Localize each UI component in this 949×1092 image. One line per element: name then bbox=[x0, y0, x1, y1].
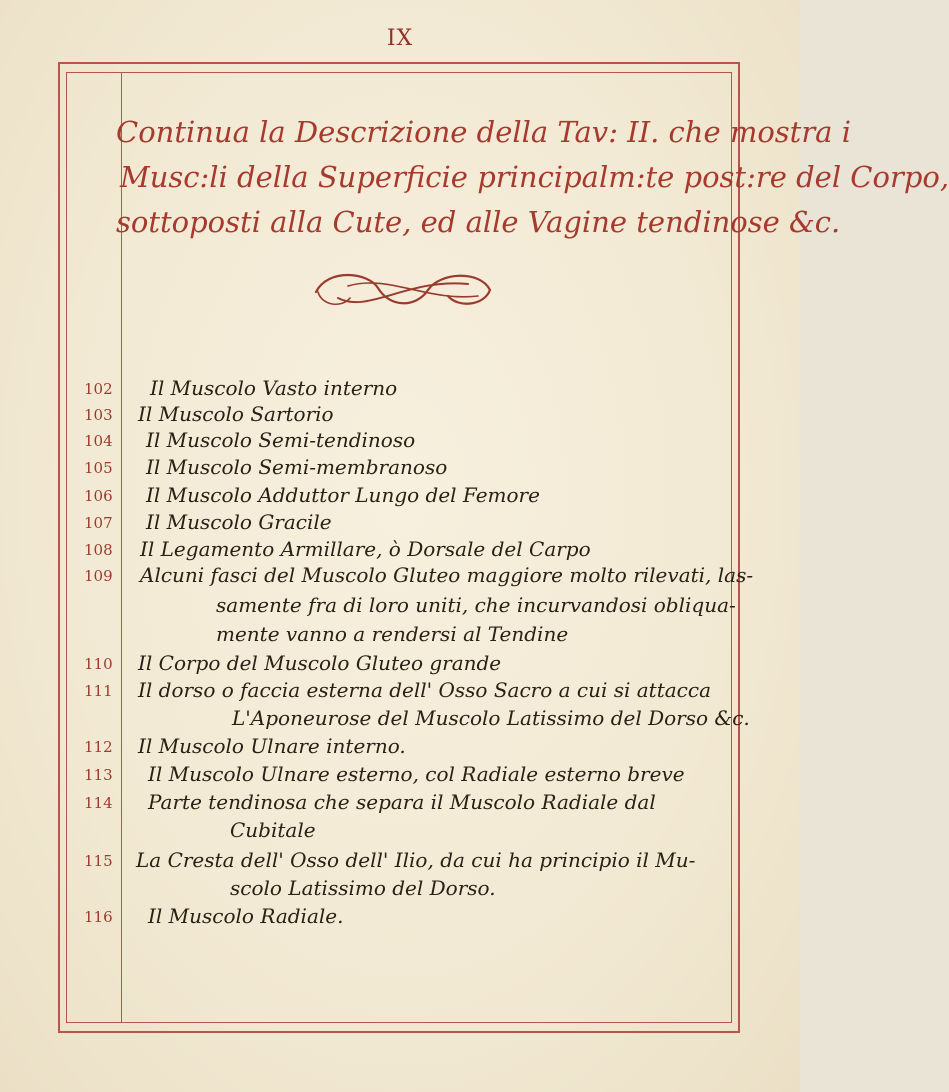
entry-text-line: Il Muscolo Semi-tendinoso bbox=[146, 428, 416, 452]
entry-text-line: Il Muscolo Vasto interno bbox=[150, 376, 398, 400]
entry-text-line: Il Muscolo Ulnare interno. bbox=[138, 734, 406, 758]
entry-number: 107 bbox=[84, 514, 113, 532]
entry-number: 113 bbox=[84, 766, 113, 784]
entry-text-line: Il Muscolo Semi-membranoso bbox=[146, 455, 448, 479]
entry-number: 114 bbox=[84, 794, 113, 812]
entry-text-line: Il Muscolo Sartorio bbox=[138, 402, 334, 426]
entry-text-line: Il Muscolo Radiale. bbox=[148, 904, 344, 928]
entry-text-line: samente fra di loro uniti, che incurvandosi obliqua- bbox=[216, 593, 736, 617]
entry-text-line: La Cresta dell' Osso dell' Ilio, da cui ha principio il Mu- bbox=[136, 848, 696, 872]
entry-number: 106 bbox=[84, 487, 113, 505]
entry-text-line: scolo Latissimo del Dorso. bbox=[230, 876, 496, 900]
entry-number: 102 bbox=[84, 380, 113, 398]
entry-text-line: L'Aponeurose del Muscolo Latissimo del Dorso &c. bbox=[232, 706, 750, 730]
entry-number: 111 bbox=[84, 682, 113, 700]
title-line: sottoposti alla Cute, ed alle Vagine tendinose &c. bbox=[116, 205, 841, 239]
entry-number: 110 bbox=[84, 655, 113, 673]
entry-text-line: Il dorso o faccia esterna dell' Osso Sacro a cui si attacca bbox=[138, 678, 711, 702]
entry-number: 109 bbox=[84, 567, 113, 585]
entry-text-line: Il Corpo del Muscolo Gluteo grande bbox=[138, 651, 502, 675]
page-number: IX bbox=[386, 26, 414, 51]
entry-number: 115 bbox=[84, 852, 113, 870]
entry-text-line: Cubitale bbox=[230, 818, 316, 842]
title-line: Musc:li della Superficie principalm:te post:re del Corpo, bbox=[120, 160, 949, 194]
entry-number: 104 bbox=[84, 432, 113, 450]
entry-text-line: Alcuni fasci del Muscolo Gluteo maggiore molto rilevati, las- bbox=[140, 563, 754, 587]
entry-number: 105 bbox=[84, 459, 113, 477]
entry-text-line: Il Legamento Armillare, ò Dorsale del Carpo bbox=[140, 537, 591, 561]
entry-text-line: Il Muscolo Ulnare esterno, col Radiale esterno breve bbox=[148, 762, 685, 786]
entry-text-line: Il Muscolo Gracile bbox=[146, 510, 332, 534]
title-line: Continua la Descrizione della Tav: II. che mostra i bbox=[116, 115, 851, 149]
entry-number: 103 bbox=[84, 406, 113, 424]
entry-text-line: Il Muscolo Adduttor Lungo del Femore bbox=[146, 483, 540, 507]
entry-number: 112 bbox=[84, 738, 113, 756]
entry-text-line: Parte tendinosa che separa il Muscolo Radiale dal bbox=[148, 790, 656, 814]
entry-number: 108 bbox=[84, 541, 113, 559]
entry-number: 116 bbox=[84, 908, 113, 926]
entry-text-line: mente vanno a rendersi al Tendine bbox=[216, 622, 569, 646]
